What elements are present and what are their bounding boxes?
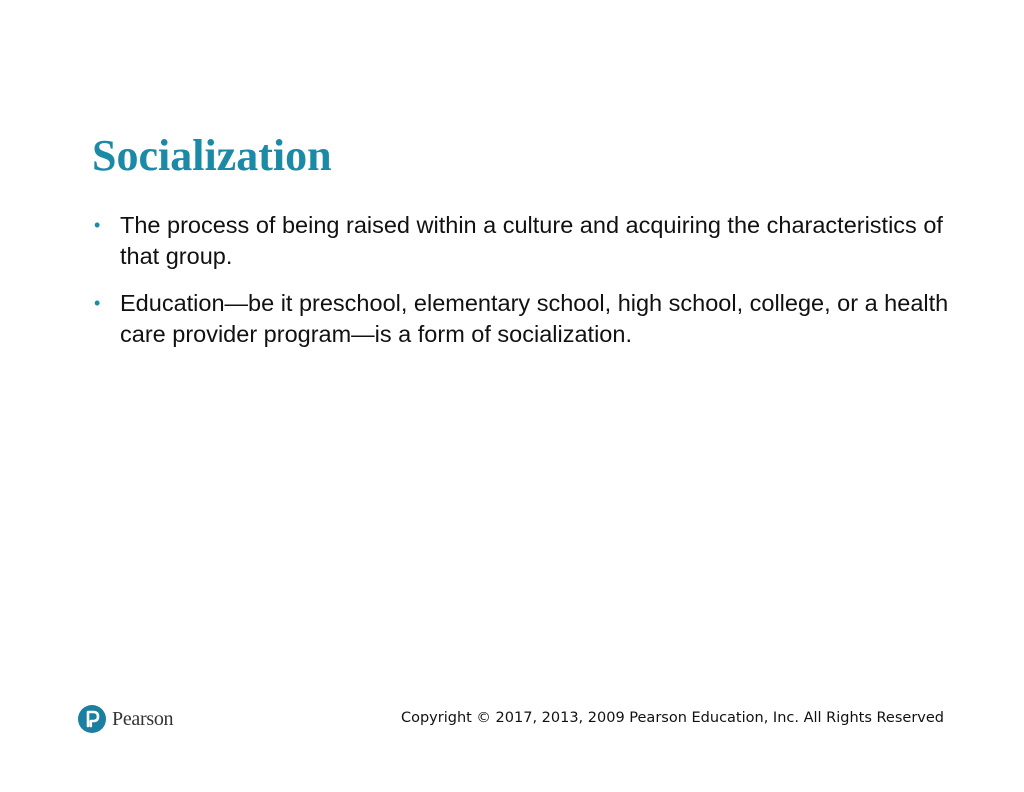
copyright-notice: Copyright © 2017, 2013, 2009 Pearson Education, Inc. All Rights Reserved — [400, 710, 944, 726]
pearson-logo — [78, 705, 173, 733]
bullet-marker: • — [94, 293, 101, 313]
slide-title: Socialization — [92, 131, 332, 180]
bullet-list — [92, 210, 952, 366]
bullet-text: Education—be it preschool, elementary school, high school, college, or a health care provider program—is a form of socialization. — [120, 290, 949, 347]
bullet-item — [92, 210, 952, 272]
bullet-text: The process of being raised within a culture and acquiring the characteristics of that group. — [120, 212, 943, 269]
bullet-marker: • — [94, 215, 101, 235]
bullet-item — [92, 288, 952, 350]
pearson-wordmark: Pearson — [112, 708, 174, 730]
pearson-p-icon — [78, 705, 106, 733]
